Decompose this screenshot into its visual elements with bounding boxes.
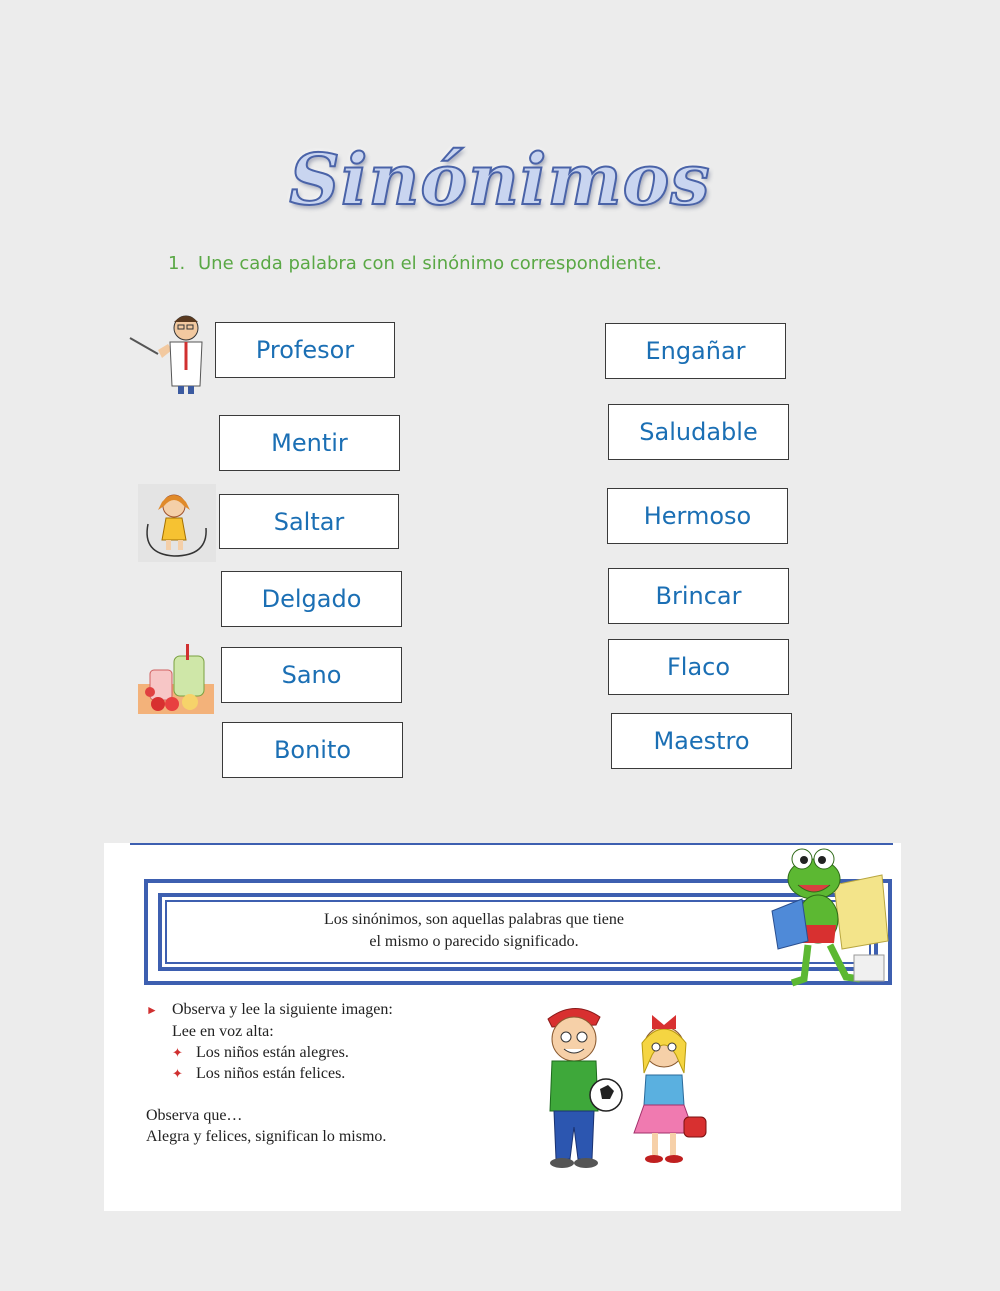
definition-line-1: Los sinónimos, son aquellas palabras que tiene [324,911,624,928]
explanation-panel [104,843,901,1211]
word-card-enganar[interactable]: Engañar [605,323,786,379]
observe-that: Observa que… [146,1107,243,1124]
word-card-saludable[interactable]: Saludable [608,404,789,460]
definition-line-2: el mismo o parecido significado. [369,933,579,950]
word-card-brincar[interactable]: Brincar [608,568,789,624]
definition-text [264,909,684,953]
word-card-bonito[interactable]: Bonito [222,722,403,778]
word-card-mentir[interactable]: Mentir [219,415,400,471]
teacher-illustration [128,310,210,396]
example-sentence-2: Los niños están felices. [196,1065,346,1082]
instruction-text: Une cada palabra con el sinónimo correspondiente. [198,253,662,274]
conclusion: Alegra y felices, significan lo mismo. [146,1128,387,1145]
word-card-maestro[interactable]: Maestro [611,713,792,769]
example-text [146,999,393,1147]
page-title: Sinónimos [289,138,711,221]
word-card-hermoso[interactable]: Hermoso [607,488,788,544]
observe-heading: Observa y lee la siguiente imagen: [172,1001,393,1018]
diamond-bullet-icon: ✦ [172,1066,183,1081]
diamond-bullet-icon: ✦ [172,1045,183,1060]
arrow-bullet-icon: ► [146,1003,158,1017]
healthy-food-illustration [138,642,214,714]
instruction-number: 1. [168,253,186,274]
read-aloud: Lee en voz alta: [172,1023,274,1040]
word-card-delgado[interactable]: Delgado [221,571,402,627]
word-card-sano[interactable]: Sano [221,647,402,703]
instruction [168,253,662,274]
example-sentence-1: Los niños están alegres. [196,1044,349,1061]
children-illustration [534,999,714,1171]
word-card-profesor[interactable]: Profesor [215,322,395,378]
frog-illustration [764,845,894,991]
word-card-saltar[interactable]: Saltar [219,494,399,549]
jumping-girl-illustration [138,484,216,562]
word-card-flaco[interactable]: Flaco [608,639,789,695]
